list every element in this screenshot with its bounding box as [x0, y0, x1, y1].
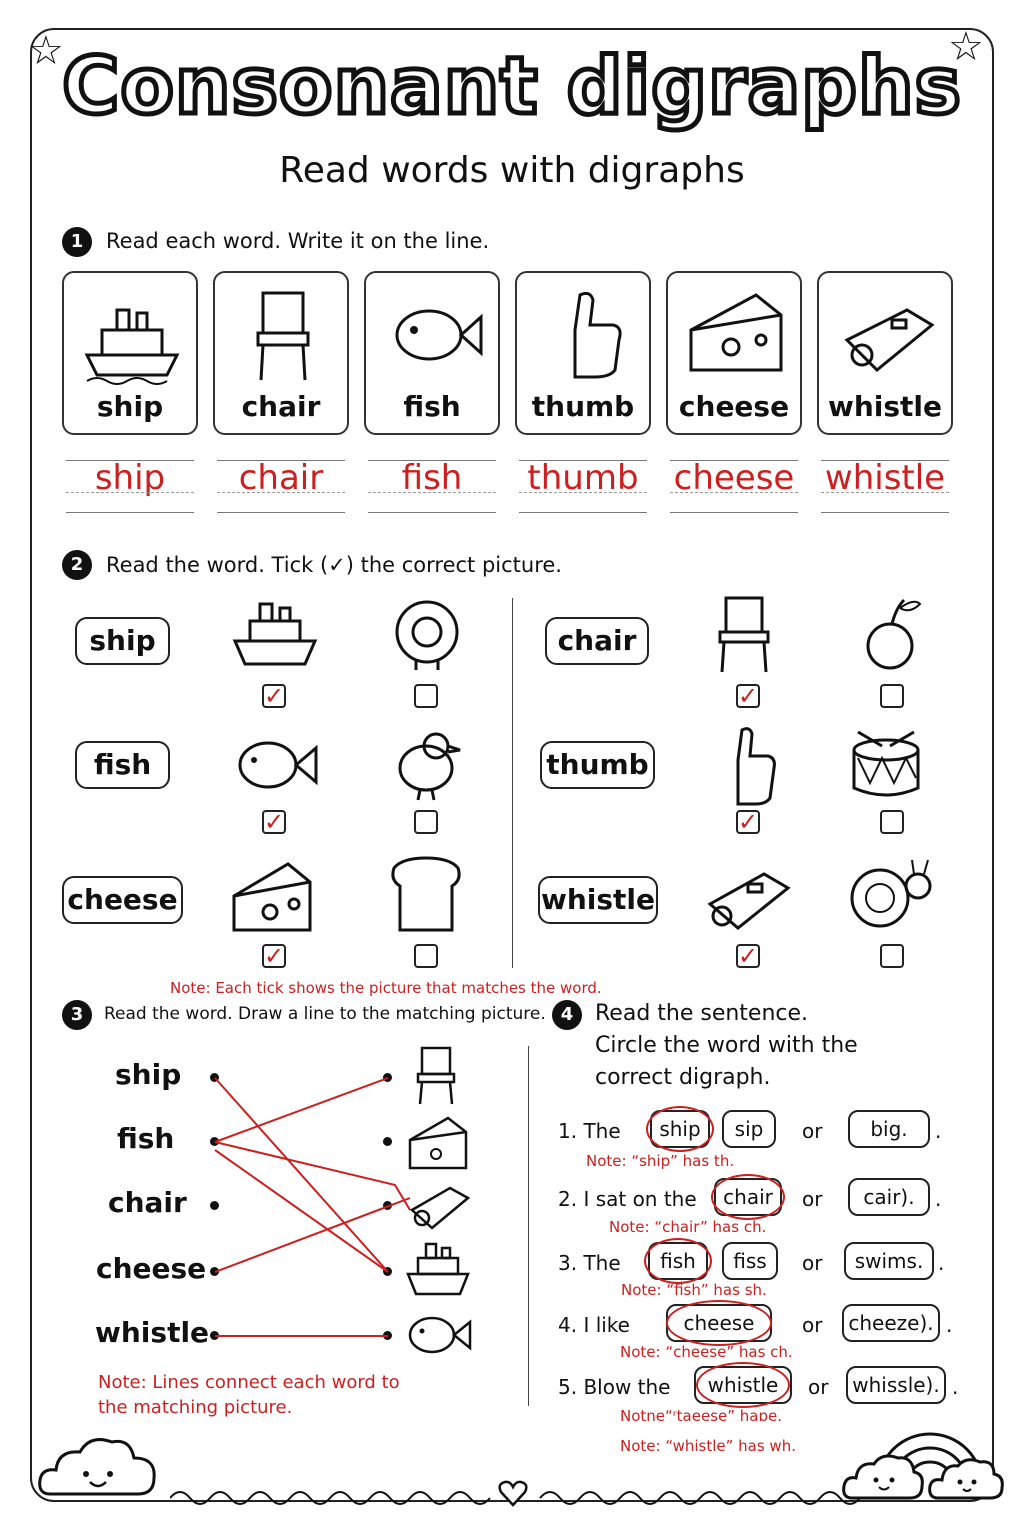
tick-word: whistle	[538, 876, 658, 924]
sentence-period: .	[935, 1119, 942, 1143]
option-chip[interactable]: fiss	[722, 1242, 778, 1280]
option-chip[interactable]: whistle	[694, 1366, 792, 1404]
option-chip[interactable]: cheese	[666, 1304, 772, 1342]
tick-mark: ✓	[738, 682, 759, 710]
answer-note: Notne“ʳtaeese” haɒe.	[620, 1407, 782, 1425]
option-chip[interactable]: fish	[648, 1242, 708, 1280]
card-word: cheese	[678, 390, 790, 423]
section-2-note: Note: Each tick shows the picture that matches the word.	[170, 979, 602, 997]
fish-icon	[406, 1310, 472, 1360]
section-3-note: the matching picture.	[98, 1397, 293, 1418]
card-word: ship	[96, 390, 164, 423]
tick-mark: ✓	[264, 942, 285, 970]
option-chip[interactable]: sip	[722, 1110, 776, 1148]
written-answer: thumb	[527, 458, 639, 498]
section-1-instruction: Read each word. Write it on the line.	[106, 229, 490, 253]
section-4-instruction: Circle the word with the	[595, 1033, 858, 1058]
tick-word: cheese	[62, 876, 183, 924]
written-answer: chair	[238, 458, 324, 498]
or-word: or	[802, 1251, 823, 1275]
section-4-instruction: correct digraph.	[595, 1065, 771, 1090]
section-4-number: 4	[552, 1000, 582, 1030]
tick-word: thumb	[540, 741, 655, 789]
answer-note: Note: “ship” has th.	[586, 1152, 735, 1170]
written-answer: ship	[94, 458, 166, 498]
match-word: ship	[115, 1058, 182, 1091]
answer-note: Note: “fish” has sh.	[621, 1281, 767, 1299]
answer-circle	[711, 1174, 785, 1220]
tick-word: fish	[75, 741, 170, 789]
section-2-number: 2	[62, 550, 92, 580]
answer-note: Note: “chair” has ch.	[609, 1218, 767, 1236]
card-word: fish	[403, 390, 461, 423]
match-word: cheese	[96, 1252, 207, 1285]
tick-mark: ✓	[738, 808, 759, 836]
card-word: chair	[241, 390, 321, 423]
answer-note: Note: “cheese” has ch.	[620, 1343, 793, 1361]
whistle-icon	[408, 1178, 470, 1232]
sentence-prefix: 3. The	[558, 1251, 621, 1275]
option-chip[interactable]: chair	[714, 1178, 782, 1216]
sentence-prefix: 4. I like	[558, 1313, 630, 1337]
answer-circle	[666, 1300, 772, 1346]
final-note: Note: “whistle” has wh.	[620, 1437, 796, 1455]
answer-circle	[644, 1238, 712, 1284]
written-answer: cheese	[673, 458, 795, 498]
cloud-icon	[928, 1452, 1004, 1504]
or-word: or	[802, 1187, 823, 1211]
cheese-icon	[408, 1114, 468, 1170]
answer-circle	[646, 1106, 714, 1152]
card-word: thumb	[531, 390, 635, 423]
or-word: or	[802, 1119, 823, 1143]
option-chip[interactable]: big.	[848, 1110, 930, 1148]
written-answer: whistle	[824, 458, 946, 498]
sentence-prefix: 2. I sat on the	[558, 1187, 697, 1211]
tick-mark: ✓	[264, 682, 285, 710]
answer-circle	[696, 1362, 790, 1408]
cloud-icon	[842, 1448, 924, 1504]
sentence-period: .	[946, 1313, 953, 1337]
card-word: whistle	[827, 390, 943, 423]
option-chip[interactable]: whissle).	[846, 1366, 946, 1404]
ship-icon	[406, 1240, 470, 1298]
section-2-instruction: Read the word. Tick (✓) the correct picture.	[106, 553, 562, 577]
match-word: whistle	[95, 1316, 210, 1349]
section-3-instruction: Read the word. Draw a line to the matching picture.	[104, 1004, 546, 1024]
or-word: or	[802, 1313, 823, 1337]
option-chip[interactable]: cair).	[848, 1178, 930, 1216]
page-title: Consonant digraphs	[62, 42, 962, 132]
written-answer: fish	[401, 458, 463, 498]
star-icon: ☆	[28, 28, 64, 74]
heart-icon	[498, 1478, 528, 1508]
sentence-prefix: 5. Blow the	[558, 1375, 671, 1399]
option-chip[interactable]: cheeze).	[842, 1304, 940, 1342]
tick-mark: ✓	[738, 942, 759, 970]
cloud-icon	[36, 1432, 160, 1502]
tick-mark: ✓	[264, 808, 285, 836]
section-3-note: Note: Lines connect each word to	[98, 1372, 400, 1393]
sentence-period: .	[935, 1187, 942, 1211]
match-word: fish	[117, 1122, 175, 1155]
option-chip[interactable]: ship	[650, 1110, 710, 1148]
tick-word: ship	[75, 617, 170, 665]
option-chip[interactable]: swims.	[844, 1242, 934, 1280]
star-icon: ☆	[948, 24, 984, 70]
chair-icon	[414, 1046, 458, 1106]
section-3-number: 3	[62, 1000, 92, 1030]
sentence-period: .	[952, 1375, 959, 1399]
match-word: chair	[108, 1186, 187, 1219]
or-word: or	[808, 1375, 829, 1399]
sentence-prefix: 1. The	[558, 1119, 621, 1143]
sentence-period: .	[938, 1251, 945, 1275]
section-1-number: 1	[62, 227, 92, 257]
page-subtitle: Read words with digraphs	[279, 150, 745, 191]
tick-word: chair	[545, 617, 649, 665]
section-4-instruction: Read the sentence.	[595, 1001, 809, 1026]
